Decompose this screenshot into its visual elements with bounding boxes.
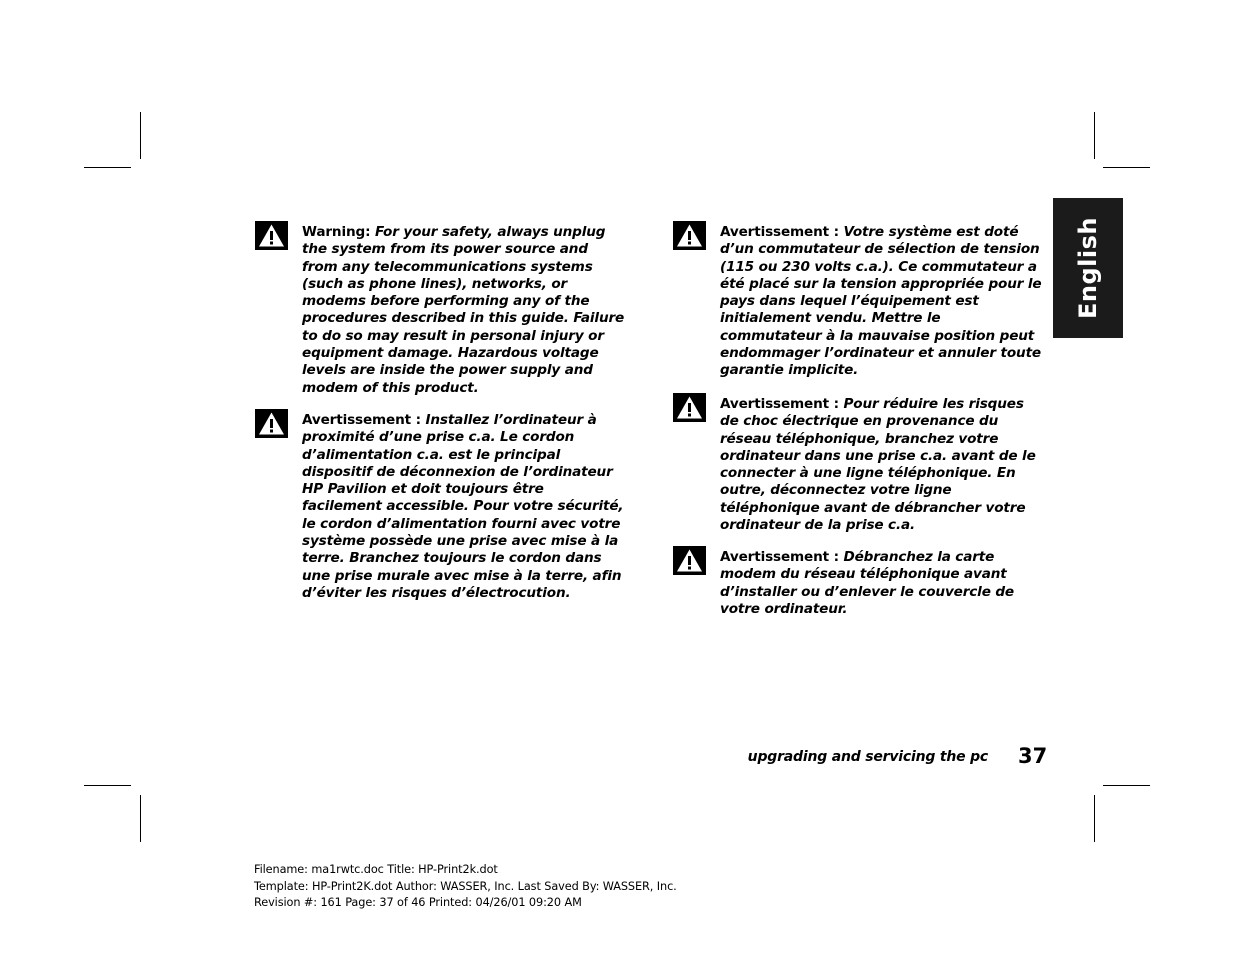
warning-text — [302, 412, 627, 602]
warning-label: Avertissement : — [720, 396, 839, 412]
warning-body: For your safety, always unplug the system from its power source and from any telecommunications systems (such as phone lines), networks, or modems before performing any of the procedures described in this guide. Failure to do so may result in personal injury or equipment damage. Hazardous voltage levels are inside the power supply and modem of this product. — [302, 224, 625, 396]
warning-body: Pour réduire les risques de choc électrique en provenance du réseau téléphonique, branchez votre ordinateur dans une prise c.a. avant de le connecter à une ligne téléphonique. En outre, déconnectez votre ligne téléphonique avant de débrancher votre ordinateur de la prise c.a. — [720, 396, 1036, 534]
page-number: 37 — [1018, 744, 1048, 768]
crop-mark-top-left-horizontal — [84, 167, 131, 168]
warning-block-phone-shock — [720, 396, 1045, 534]
language-tab-label: English — [1074, 217, 1102, 319]
metadata-line-template: Template: HP-Print2K.dot Author: WASSER, Inc. Last Saved By: WASSER, Inc. — [254, 879, 677, 893]
warning-body: Installez l’ordinateur à proximité d’une prise c.a. Le cordon d’alimentation c.a. est le principal dispositif de déconnexion de l’ordinateur HP Pavilion et doit toujours être facilement accessible. Pour votre sécurité, le cordon d’alimentation fourni avec votre système possède une prise avec mise à la terre. Branchez toujours le cordon dans une prise murale avec mise à la terre, afin d’éviter les risques d’électrocution. — [302, 412, 624, 601]
metadata-line-filename: Filename: ma1rwtc.doc Title: HP-Print2k.dot — [254, 863, 498, 876]
warning-block-modem-card — [720, 549, 1045, 618]
warning-text — [720, 396, 1045, 534]
running-footer-title: upgrading and servicing the pc — [747, 749, 988, 765]
warning-triangle-icon — [673, 221, 706, 250]
warning-block-safety-unplug — [302, 224, 627, 397]
warning-label: Avertissement : — [302, 412, 421, 428]
crop-mark-bottom-left-horizontal — [84, 785, 131, 786]
metadata-line-revision: Revision #: 161 Page: 37 of 46 Printed: 04/26/01 09:20 AM — [254, 896, 582, 909]
warning-text — [720, 224, 1045, 380]
crop-mark-top-right-horizontal — [1103, 167, 1150, 168]
warning-block-power-cord — [302, 412, 627, 602]
crop-mark-top-left-vertical — [140, 112, 141, 159]
warning-triangle-icon — [673, 393, 706, 422]
crop-mark-bottom-right-horizontal — [1103, 785, 1150, 786]
warning-triangle-icon — [673, 546, 706, 575]
crop-mark-bottom-right-vertical — [1094, 795, 1095, 842]
crop-mark-top-right-vertical — [1094, 112, 1095, 159]
warning-text — [720, 549, 1045, 618]
crop-mark-bottom-left-vertical — [140, 795, 141, 842]
document-metadata — [254, 862, 677, 912]
warning-label: Avertissement : — [720, 224, 839, 240]
language-tab — [1053, 198, 1123, 338]
warning-label: Warning: — [302, 224, 371, 240]
warning-body: Votre système est doté d’un commutateur de sélection de tension (115 ou 230 volts c.a.). Ce commutateur a été placé sur la tension appropriée pour le pays dans lequel l’équipement est initialement vendu. Mettre le commutateur à la mauvaise position peut endommager l’ordinateur et annuler toute garantie implicite. — [720, 224, 1042, 379]
warning-label: Avertissement : — [720, 549, 839, 565]
warning-triangle-icon — [255, 409, 288, 438]
warning-triangle-icon — [255, 221, 288, 250]
warning-body: Débranchez la carte modem du réseau téléphonique avant d’installer ou d’enlever le couvercle de votre ordinateur. — [720, 549, 1014, 617]
warning-block-voltage-switch — [720, 224, 1045, 380]
warning-text — [302, 224, 627, 397]
